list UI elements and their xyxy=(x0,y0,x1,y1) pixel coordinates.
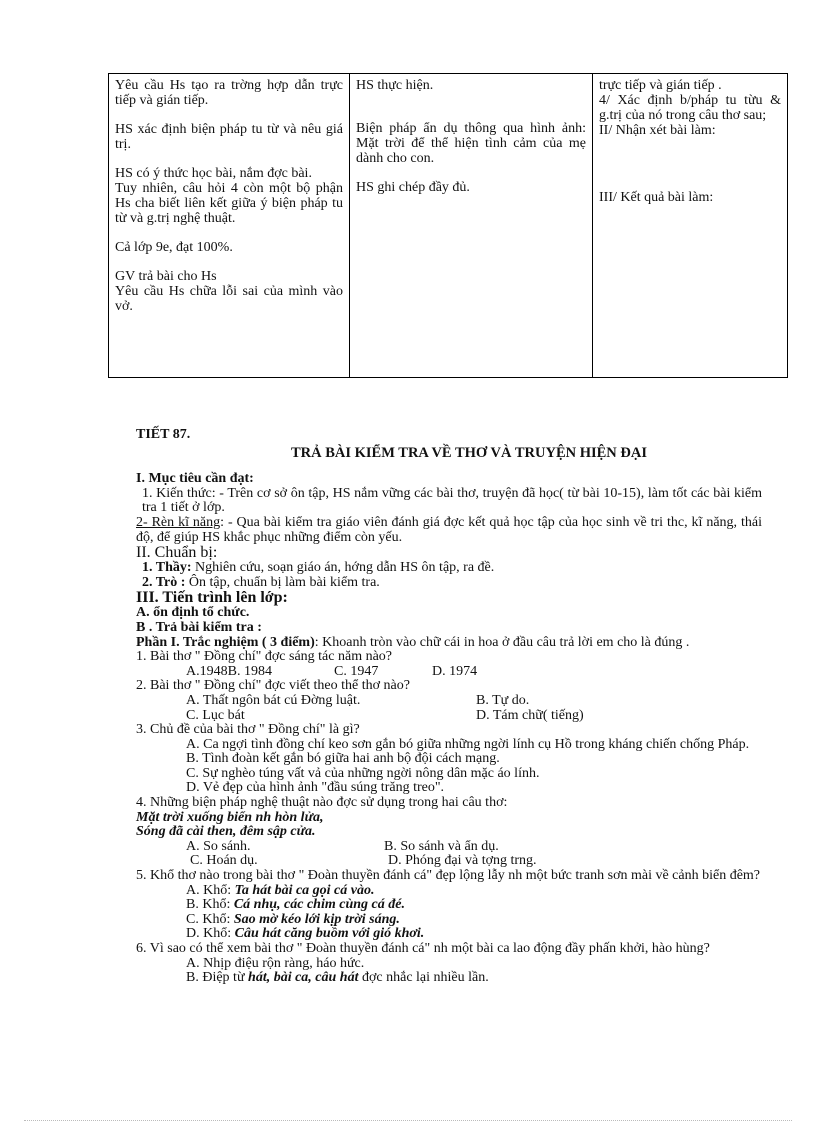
cell-text: 4/ Xác định b/pháp tu từu & g.trị của nó trong câu thơ sau; xyxy=(599,93,781,123)
answer-option xyxy=(136,884,762,899)
cell-text: Tuy nhiên, câu hỏi 4 còn một bộ phận Hs cha biết liên kết giữa ý biện pháp tu từ và g.trị nghệ thuật. xyxy=(115,181,343,226)
question: 4. Những biện pháp nghệ thuật nào đợc sử dụng trong hai câu thơ: xyxy=(136,795,508,811)
answer-option: D. Phóng đại và tợng trng. xyxy=(388,853,537,869)
answer-option: D. Vẻ đẹp của hình ảnh "đầu súng trăng treo". xyxy=(186,780,445,796)
poem-line: Sóng đã cài then, đêm sập cửa. xyxy=(136,824,316,840)
section-heading: III. Tiến trình lên lớp: xyxy=(136,589,288,607)
subheading: A. ổn định tổ chức. xyxy=(136,605,250,621)
skill-text: : - Qua bài kiểm tra giáo viên đánh giá đợc kết quả học tập của học sinh về tri thc, kĩ năng, thái độ, để giúp HS khắc phục những điểm còn yếu. xyxy=(136,514,762,545)
cell-text: Yêu cầu Hs tạo ra trờng hợp dẫn trực tiếp và gián tiếp. xyxy=(115,78,343,108)
answer-row xyxy=(136,709,762,724)
answer-option xyxy=(136,898,762,913)
page-bottom-rule xyxy=(24,1120,792,1121)
option-prefix: B. Điệp từ xyxy=(186,970,249,986)
answer-row xyxy=(136,665,762,680)
lesson-body xyxy=(136,428,762,986)
cell-text: II/ Nhận xét bài làm: xyxy=(599,123,716,138)
option-prefix: D. Khổ: xyxy=(186,926,235,942)
cell-text: HS ghi chép đầy đủ. xyxy=(356,180,470,195)
question: 3. Chủ đề của bài thơ " Đồng chí" là gì? xyxy=(136,722,360,738)
answer-option: A.1948B. 1984 xyxy=(186,663,272,679)
answer-option: B. Tình đoàn kết gắn bó giữa hai anh bộ đội cách mạng. xyxy=(186,751,500,767)
option-prefix: C. Khổ: xyxy=(186,911,234,927)
answer-option: A. Ca ngợi tình đồng chí keo sơn gắn bó giữa những ngời lính cụ Hồ trong kháng chiến chống Pháp. xyxy=(186,736,750,752)
answer-option xyxy=(136,913,762,928)
option-text: Cá nhụ, các chim cùng cá đé. xyxy=(233,897,405,913)
part-text: : Khoanh tròn vào chữ cái in hoa ở đầu câu trả lời em cho là đúng . xyxy=(314,634,690,650)
cell-text: Yêu cầu Hs chữa lỗi sai của mình vào vở. xyxy=(115,284,343,314)
teacher-activity-cell xyxy=(109,74,350,378)
answer-row xyxy=(136,694,762,709)
cell-text: III/ Kết quả bài làm: xyxy=(599,190,714,205)
paragraph xyxy=(136,561,762,576)
content-cell xyxy=(593,74,788,378)
cell-text: Biện pháp ẩn dụ thông qua hình ảnh: Mặt trời để thể hiện tình cảm của mẹ dành cho con. xyxy=(356,121,586,166)
paragraph xyxy=(136,636,762,651)
subheading: B . Trả bài kiểm tra : xyxy=(136,619,262,635)
page-title: TRẢ BÀI KIỂM TRA VỀ THƠ VÀ TRUYỆN HIỆN ĐẠI xyxy=(290,444,647,461)
question: 2. Bài thơ " Đồng chí" đợc viết theo thể thơ nào? xyxy=(136,678,410,694)
question: 1. Bài thơ " Đồng chí" đợc sáng tác năm nào? xyxy=(136,649,393,665)
cell-text: GV trả bài cho Hs xyxy=(115,269,217,284)
answer-option xyxy=(136,971,762,986)
answer-option: A. Thất ngôn bát cú Đờng luật. xyxy=(186,692,361,708)
answer-option: C. 1947 xyxy=(334,663,379,679)
teacher-text: Nghiên cứu, soạn giáo án, hớng dẫn HS ôn tập, ra đề. xyxy=(191,560,495,576)
part-label: Phần I. Trắc nghiệm ( 3 điểm) xyxy=(136,634,315,650)
paragraph xyxy=(136,576,762,591)
cell-text: trực tiếp và gián tiếp . xyxy=(599,78,722,93)
section-heading: II. Chuẩn bị: xyxy=(136,544,218,562)
poem-line: Mặt trời xuống biển nh hòn lửa, xyxy=(136,809,324,825)
option-text: hát, bài ca, câu hát xyxy=(248,970,359,986)
option-prefix: B. Khổ: xyxy=(186,897,234,913)
question: 5. Khổ thơ nào trong bài thơ " Đoàn thuyền đánh cá" đẹp lộng lẫy nh một bức tranh sơn mài về cảnh biển đêm? xyxy=(136,868,761,884)
teacher-label: 1. Thầy: xyxy=(142,560,192,576)
cell-text: HS xác định biện pháp tu từ và nêu giá trị. xyxy=(115,122,343,152)
paragraph xyxy=(136,516,762,545)
question: 6. Vì sao có thể xem bài thơ " Đoàn thuyền đánh cá" nh một bài ca lao động đầy phấn khởi, hào hùng? xyxy=(136,941,710,956)
answer-option: C. Hoán dụ. xyxy=(190,853,258,869)
student-text: Ôn tập, chuẩn bị làm bài kiểm tra. xyxy=(185,574,380,590)
section-heading: I. Mục tiêu cần đạt: xyxy=(136,471,254,487)
lesson-table xyxy=(108,73,788,378)
answer-option: C. Sự nghèo túng vất vả của những ngời nông dân mặc áo lính. xyxy=(186,765,540,781)
paragraph: 1. Kiến thức: - Trên cơ sở ôn tập, HS nắm vững các bài thơ, truyện đã học( từ bài 10-15), làm tốt các bài kiểm tra 1 tiết ở lớp. xyxy=(142,485,762,516)
cell-text: HS thực hiện. xyxy=(356,78,434,93)
skill-label: 2- Rèn kĩ năng xyxy=(136,514,221,530)
student-label: 2. Trò : xyxy=(142,574,186,590)
answer-option: B. Tự do. xyxy=(476,692,530,708)
student-activity-cell xyxy=(350,74,593,378)
cell-text: Cả lớp 9e, đạt 100%. xyxy=(115,240,233,255)
answer-option: A. Nhịp điệu rộn ràng, háo hức. xyxy=(186,955,365,971)
option-prefix: A. Khổ: xyxy=(186,882,235,898)
answer-option: A. So sánh. xyxy=(186,838,251,854)
cell-text: HS có ý thức học bài, nắm đợc bài. xyxy=(115,166,312,181)
option-text: Câu hát căng buồm với gió khơi. xyxy=(234,926,425,942)
answer-option: C. Lục bát xyxy=(186,707,245,723)
lesson-number: TIẾT 87. xyxy=(136,427,191,442)
option-text: Ta hát bài ca gọi cá vào. xyxy=(234,882,375,898)
answer-row xyxy=(136,840,762,855)
answer-option: B. So sánh và ẩn dụ. xyxy=(384,838,499,854)
answer-option: D. 1974 xyxy=(432,663,478,679)
answer-option xyxy=(136,927,762,942)
table-row xyxy=(109,74,788,378)
answer-option: D. Tám chữ( tiếng) xyxy=(476,707,584,723)
option-text: Sao mờ kéo lới kịp trời sáng. xyxy=(233,911,400,927)
answer-row xyxy=(136,854,762,869)
option-suffix: đợc nhắc lại nhiều lần. xyxy=(358,970,489,986)
